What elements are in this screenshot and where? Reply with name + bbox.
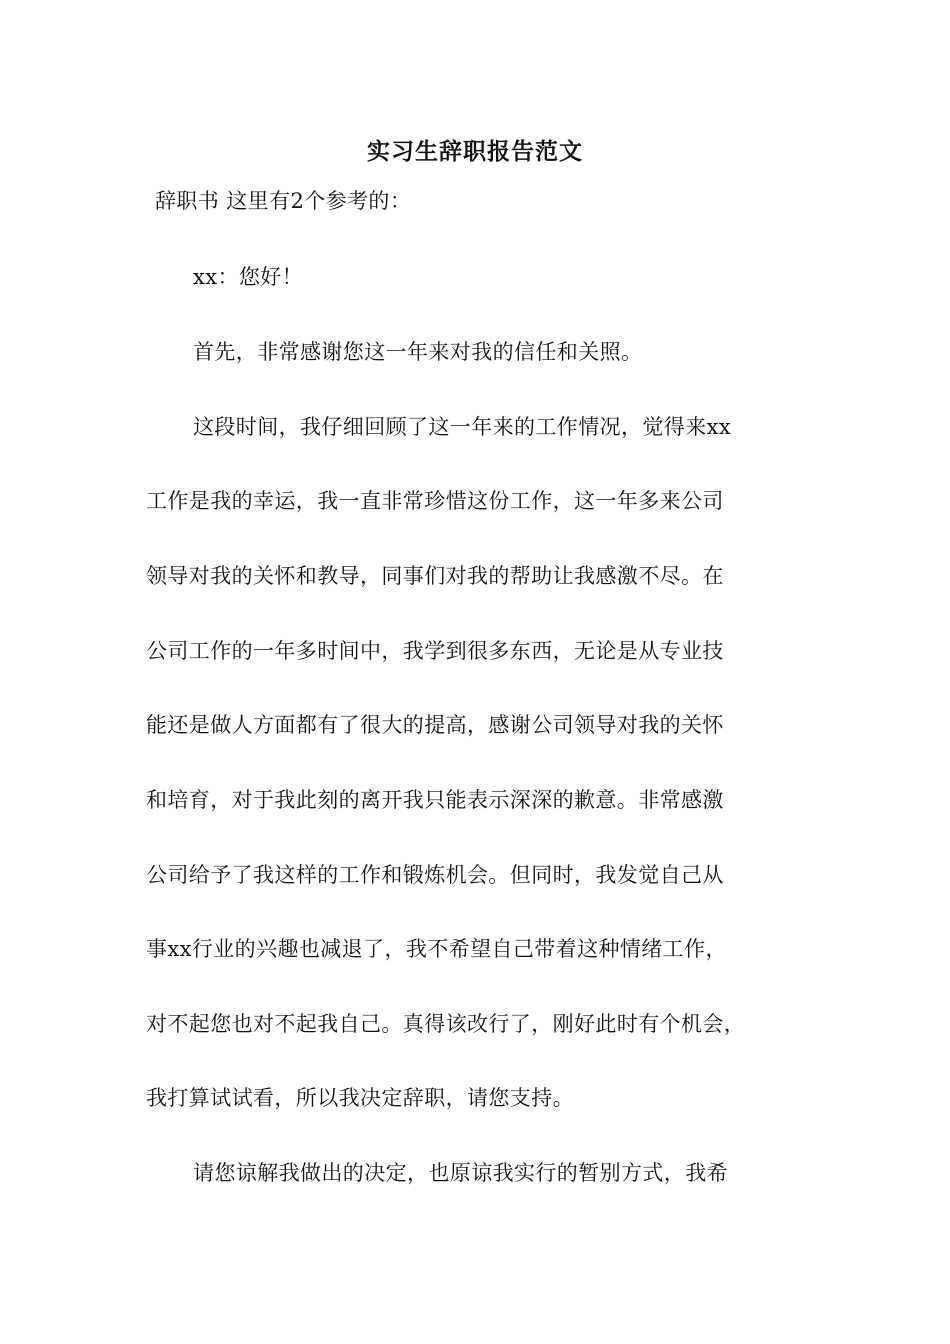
body-line: 请您谅解我做出的决定，也原谅我实行的暂别方式，我希 [193,1161,728,1185]
body-line: 事xx行业的兴趣也减退了，我不希望自己带着这种情绪工作， [146,937,727,961]
body-line: 领导对我的关怀和教导，同事们对我的帮助让我感激不尽。在 [146,564,724,588]
intro-line: 辞职书 这里有2个参考的： [155,189,412,213]
body-line: 能还是做人方面都有了很大的提高，感谢公司领导对我的关怀 [146,713,724,737]
body-line: 公司给予了我这样的工作和锻炼机会。但同时，我发觉自己从 [146,863,724,887]
body-line: 对不起您也对不起我自己。真得该改行了，刚好此时有个机会， [146,1012,746,1036]
body-line: 这段时间，我仔细回顾了这一年来的工作情况，觉得来xx [193,415,732,439]
body-line: 工作是我的幸运，我一直非常珍惜这份工作，这一年多来公司 [146,489,724,513]
body-line: 公司工作的一年多时间中，我学到很多东西，无论是从专业技 [146,639,724,663]
body-line: 首先，非常感谢您这一年来对我的信任和关照。 [193,340,643,364]
body-line: 和培育，对于我此刻的离开我只能表示深深的歉意。非常感激 [146,788,724,812]
greeting-line: xx：您好！ [193,265,304,289]
body-line: 我打算试试看，所以我决定辞职，请您支持。 [146,1086,574,1110]
document-title: 实习生辞职报告范文 [367,138,583,165]
